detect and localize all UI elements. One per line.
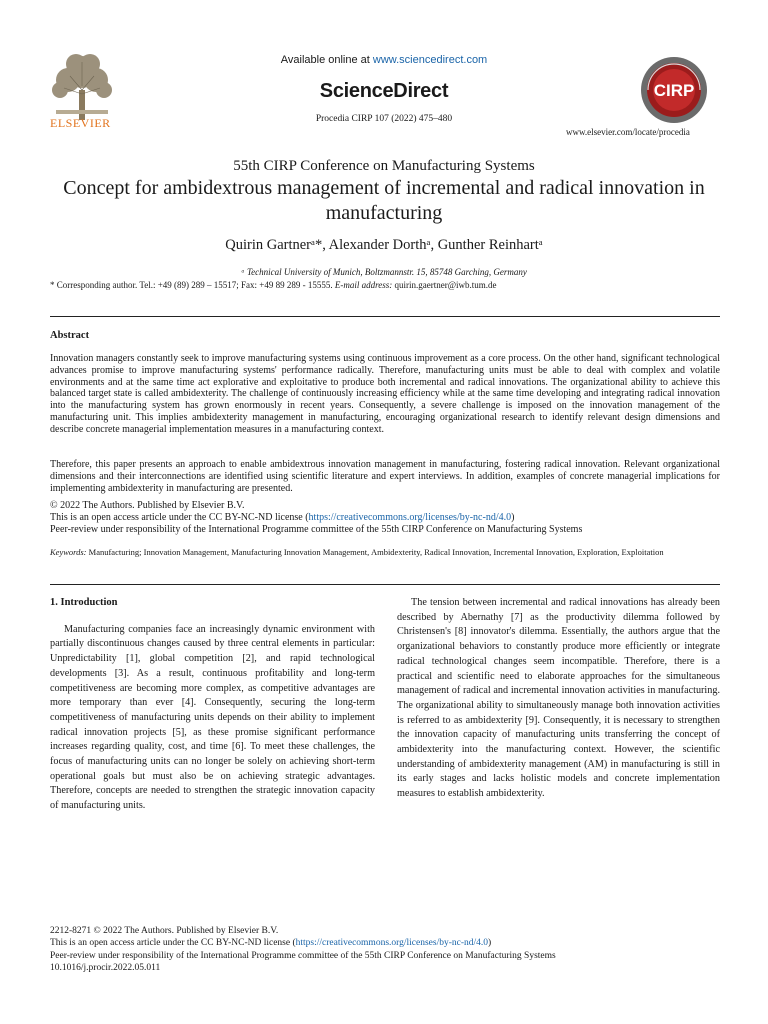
license-suffix: ) bbox=[511, 512, 515, 523]
available-prefix: Available online at bbox=[280, 54, 373, 66]
body-column-left bbox=[50, 596, 375, 814]
elsevier-wordmark: ELSEVIER bbox=[50, 116, 111, 130]
cirp-logo bbox=[626, 54, 722, 126]
doi[interactable]: 10.1016/j.procir.2022.05.011 bbox=[50, 962, 161, 973]
issn-line: 2212-8271 © 2022 The Authors. Published by Elsevier B.V. bbox=[50, 926, 279, 936]
email-label: E-mail address: bbox=[334, 280, 393, 290]
journal-url[interactable]: www.elsevier.com/locate/procedia bbox=[566, 127, 690, 137]
abstract-top-rule bbox=[50, 316, 720, 317]
footer-peer-review: Peer-review under responsibility of the International Programme committee of the 55th CIRP Conference on Manufacturing Systems bbox=[50, 950, 556, 961]
footer-license-link[interactable]: https://creativecommons.org/licenses/by-nc-nd/4.0 bbox=[295, 938, 489, 949]
keywords bbox=[50, 546, 720, 559]
body-paragraph: Manufacturing companies face an increasingly dynamic environment with partially discontinuous changes caused by three central elements in particular: Unpredictability [1], global competition [2], and rapid technological developments [3]. As a result, continuous profitability and long-term competitiveness are becoming more complex, as competitive advantages are more temporary than ever [4]. Consequently, securing the long-term competitiveness of manufacturing units depends on their ability to implement radical innovation projects [5], as these promise significant performance increases regarding quality, cost, and time [6]. To meet these challenges, the focus of manufacturing units can no longer be solely on achieving short-term operational goals but must also be on achieving strategic advantages. Therefore, concepts are needed to strengthen the strategic innovation capacity of manufacturing units. bbox=[50, 623, 375, 812]
abstract-bottom-rule bbox=[50, 584, 720, 585]
footer-license-suffix: ) bbox=[488, 938, 492, 949]
abstract-paragraph-1: Innovation managers constantly seek to improve manufacturing systems using continuous improvement as a core process. On the other hand, significant technological advances promise to improve manufacturing systems' performance radically. Therefore, manufacturing units must be able to deal with complex and volatile environments and at the same time act explorative and exploitative to produce both incremental and radical innovations. The organizational ability to achieve this balanced target state is called ambidexterity. The challenge of continuously increasing efficiency while at the same time developing and integrating radical innovation into the manufacturing system has grown enormously in recent years. Consequently, a severe challenge is imposed on the innovation management of the manufacturing unit. This implies ambidexterity management in manufacturing, encouraging organizational research to identify relevant design dimensions and describe concrete managerial implementation measures in a manufacturing context. bbox=[50, 353, 720, 435]
sciencedirect-wordmark: ScienceDirect bbox=[319, 80, 449, 102]
corresponding-details: * Corresponding author. Tel.: +49 (89) 289 – 15517; Fax: +49 89 289 - 15555. bbox=[50, 280, 335, 290]
journal-reference: Procedia CIRP 107 (2022) 475–480 bbox=[315, 114, 453, 124]
footer-license bbox=[50, 937, 720, 949]
paper-title: Concept for ambidextrous management of incremental and radical innovation in manufacturing bbox=[63, 177, 705, 224]
keywords-label: Keywords: bbox=[50, 547, 87, 557]
license-prefix: This is an open access article under the CC BY-NC-ND license ( bbox=[50, 512, 309, 523]
author-email[interactable]: quirin.gaertner@iwb.tum.de bbox=[392, 280, 497, 290]
keywords-list: Manufacturing; Innovation Management, Manufacturing Innovation Management, Ambidexterity, Radical Innovation, Incremental Innovation, Exploration, Exploitation bbox=[86, 547, 664, 557]
license-notice bbox=[50, 512, 720, 524]
conference-name: 55th CIRP Conference on Manufacturing Systems bbox=[233, 158, 535, 174]
footer-license-prefix: This is an open access article under the CC BY-NC-ND license ( bbox=[50, 938, 296, 949]
body-column-right bbox=[397, 596, 720, 802]
copyright-notice: © 2022 The Authors. Published by Elsevier B.V. bbox=[50, 500, 245, 511]
author-affiliation: ᵃ Technical University of Munich, Boltzmannstr. 15, 85748 Garching, Germany bbox=[241, 267, 527, 277]
sciencedirect-link[interactable]: www.sciencedirect.com bbox=[372, 54, 488, 66]
body-paragraph: The tension between incremental and radical innovations has already been described by Abernathy [7] as the productivity dilemma followed by Christensen's [8] innovator's dilemma. Essentially, the authors argue that the organizational behaviors to constantly produce more efficiently or integrate radical technological changes seem incompatible. Therefore, there is a practical and scientific need to elaborate approaches for the simultaneous management of radical and incremental innovation activities in manufacturing. The organizational ability to simultaneously manage both innovation activities is referred to as ambidexterity [9]. Consequently, it is necessary to strengthen the innovation capacity of manufacturing units transferring the concept of ambidexterity into the manufacturing context. However, the scientific understanding of ambidexterity management (AM) in manufacturing is still in its early stages and lacks holistic models and concrete implementation measures to establish ambidexterity. bbox=[397, 597, 720, 800]
license-link[interactable]: https://creativecommons.org/licenses/by-nc-nd/4.0 bbox=[308, 512, 512, 523]
abstract-paragraph-2: Therefore, this paper presents an approach to enable ambidextrous innovation management in manufacturing, fostering radical innovation. Relevant organizational dimensions and their interconnections are identified using scientific literature and expert interviews. In addition, examples of concrete managerial implications for implementing ambidexterity in manufacturing are presented. bbox=[50, 459, 720, 494]
abstract-heading: Abstract bbox=[50, 330, 90, 341]
corresponding-author bbox=[50, 280, 497, 290]
page-footer bbox=[50, 925, 720, 974]
peer-review-notice: Peer-review under responsibility of the International Programme committee of the 55th CIRP Conference on Manufacturing Systems bbox=[50, 524, 583, 535]
author-list: Quirin Gartnerᵃ*, Alexander Dorthᵃ, Gunther Reinhartᵃ bbox=[225, 237, 543, 253]
cirp-logo-text: CIRP bbox=[653, 81, 695, 100]
section-heading-introduction: 1. Introduction bbox=[50, 597, 118, 608]
